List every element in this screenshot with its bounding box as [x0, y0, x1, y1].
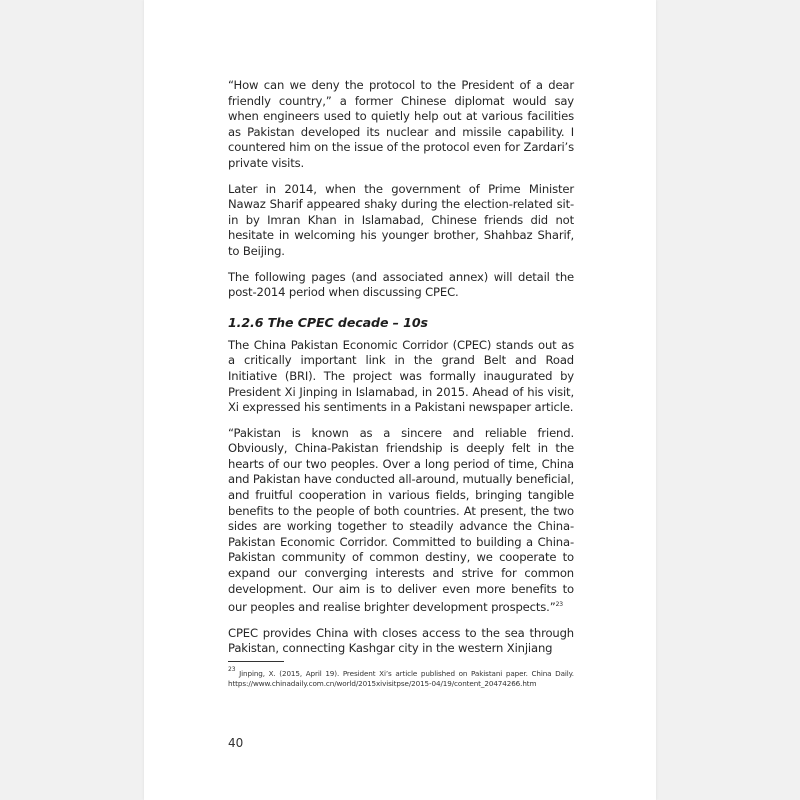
footnote-text: Jinping, X. (2015, April 19). President Xi’s article published on Pakistani paper. China Daily. https://www.chinadaily.com.cn/world/2015xivisitpse/2015-04/19/content_20474266.htm: [228, 669, 574, 688]
paragraph-following-pages: The following pages (and associated annex) will detail the post-2014 period when discussing CPEC.: [228, 269, 574, 300]
book-page: [144, 0, 656, 800]
xi-quote-text: “Pakistan is known as a sincere and reliable friend. Obviously, China-Pakistan friendship is deeply felt in the hearts of our two peoples. Over a long period of time, China and Pakistan have conducted all-around, mutually beneficial, and fruitful cooperation in various fields, bringing tangible benefits to the people of both countries. At present, the two sides are working together to steadily advance the China-Pakistan Economic Corridor. Committed to building a China-Pakistan community of common destiny, we cooperate to expand our converging interests and strive for common development. Our aim is to deliver even more benefits to our peoples and realise brighter development prospects.”: [228, 425, 574, 615]
footnote: [228, 665, 574, 689]
page-number: 40: [228, 736, 244, 750]
paragraph-cpec-intro: The China Pakistan Economic Corridor (CPEC) stands out as a critically important link in the grand Belt and Road Initiative (BRI). The project was formally inaugurated by President Xi Jinping in Islamabad, in 2015. Ahead of his visit, Xi expressed his sentiments in a Pakistani newspaper article.: [228, 337, 574, 415]
footnote-divider: [228, 661, 284, 662]
footnote-ref: 23: [555, 601, 563, 609]
footnote-number: 23: [228, 666, 236, 673]
paragraph-2014-sit-in: Later in 2014, when the government of Prime Minister Nawaz Sharif appeared shaky during the election-related sit-in by Imran Khan in Islamabad, Chinese friends did not hesitate in welcoming his younger brother, Shahbaz Sharif, to Beijing.: [228, 181, 574, 258]
xi-quote: [228, 426, 574, 616]
section-heading: 1.2.6 The CPEC decade – 10s: [228, 314, 428, 330]
page-content: [228, 78, 574, 689]
paragraph-diplomat-quote: “How can we deny the protocol to the President of a dear friendly country,” a former Chinese diplomat would say when engineers used to quietly help out at various facilities as Pakistan developed its nuclear and missile capability. I countered him on the issue of the protocol even for Zardari’s private visits.: [228, 78, 574, 170]
paragraph-cpec-access: CPEC provides China with closes access to the sea through Pakistan, connecting Kashgar city in the western Xinjiang: [228, 625, 574, 656]
